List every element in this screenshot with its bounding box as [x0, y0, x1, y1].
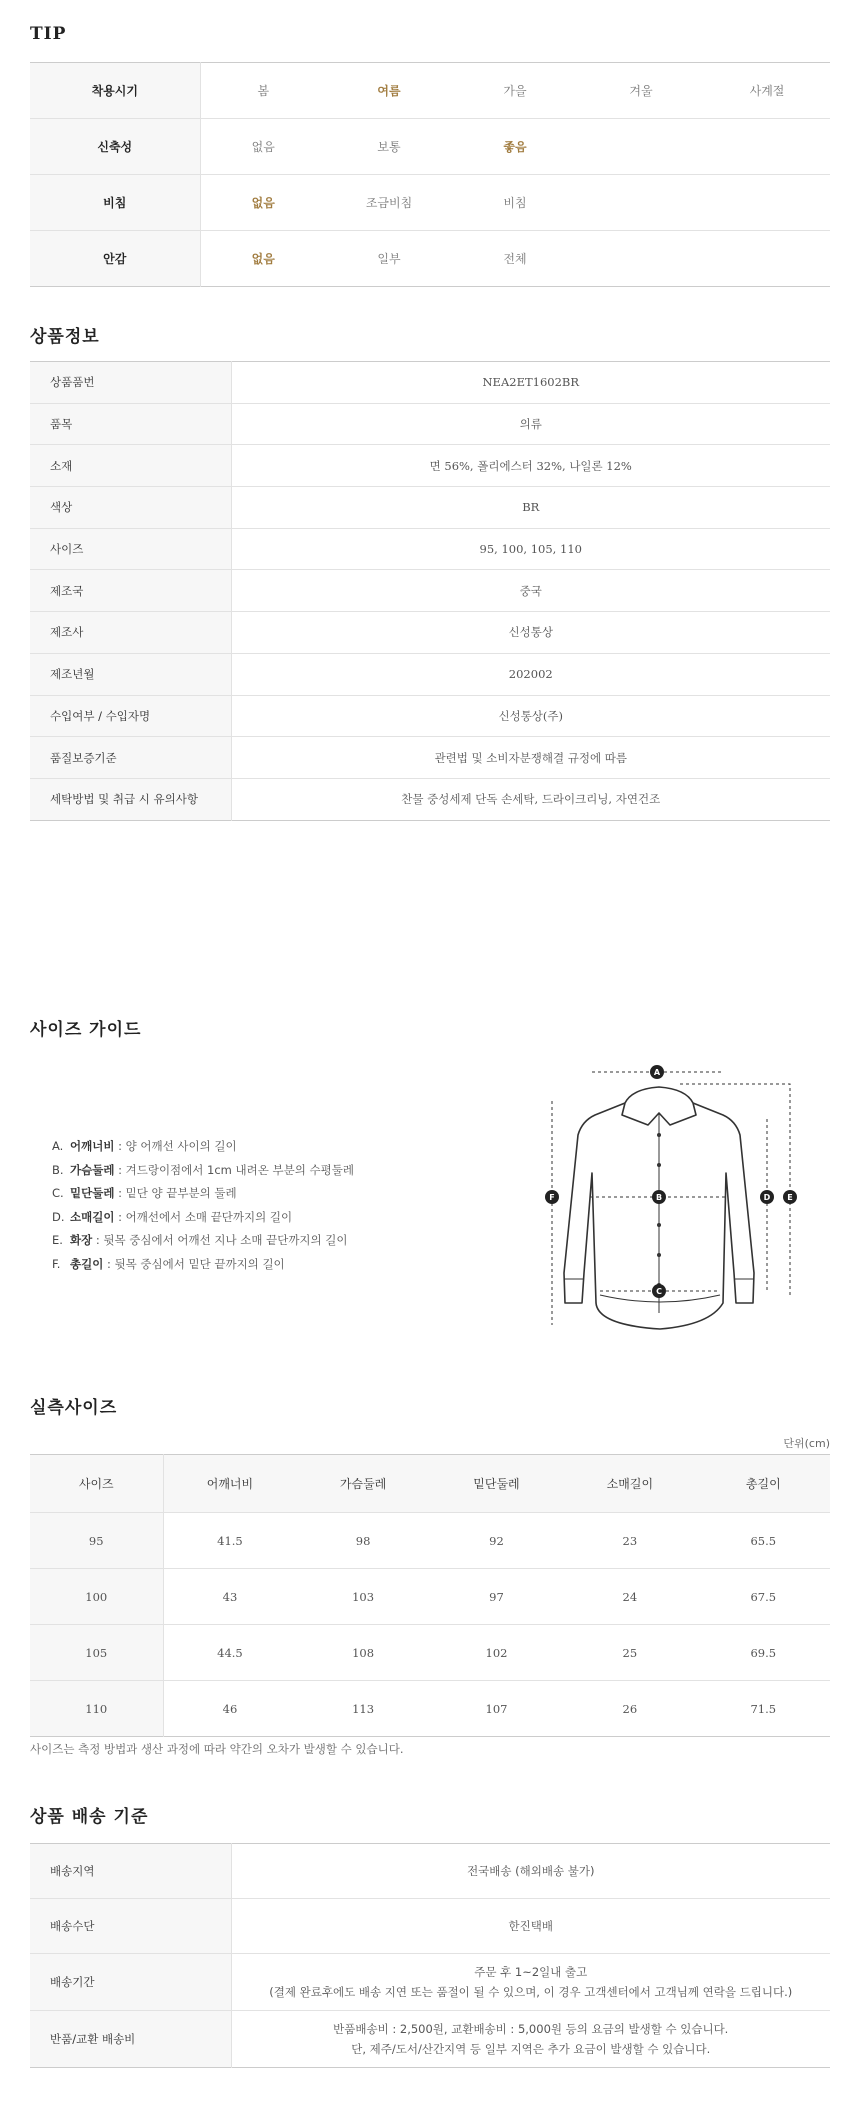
svg-text:E: E [787, 1193, 793, 1202]
tip-option: 좋음 [452, 119, 578, 175]
size-row [30, 1681, 830, 1737]
info-row [30, 612, 830, 654]
size-cell: 23 [563, 1513, 696, 1569]
info-label: 품질보증기준 [30, 737, 231, 779]
size-cell: 97 [430, 1569, 563, 1625]
measure-line-e [680, 1084, 793, 1298]
tip-row-label: 신축성 [30, 119, 200, 175]
size-guide-desc: : 뒷목 중심에서 어깨선 지나 소매 끝단까지의 길이 [92, 1233, 348, 1247]
shipping-value-line: 단, 제주/도서/산간지역 등 일부 지역은 추가 요금이 발생할 수 있습니다. [351, 2042, 711, 2056]
size-guide-term: 총길이 [70, 1256, 104, 1271]
size-guide-item [52, 1253, 452, 1277]
size-cell: 26 [622, 1701, 638, 1716]
measured-size-title: 실측사이즈 [30, 1398, 118, 1418]
shipping-title: 상품 배송 기준 [30, 1807, 149, 1827]
svg-text:B: B [655, 1193, 663, 1202]
marker-a [650, 1065, 664, 1079]
info-row [30, 403, 830, 445]
info-label: 사이즈 [30, 528, 231, 570]
size-cell: 41.5 [163, 1513, 296, 1569]
tip-option: 봄 [200, 63, 326, 119]
tip-option [578, 119, 704, 175]
size-row [30, 1569, 830, 1625]
tip-row [30, 63, 830, 119]
tip-section [30, 62, 830, 287]
size-cell: 67.5 [697, 1569, 830, 1625]
size-cell: 25 [563, 1625, 696, 1681]
tip-option [578, 231, 704, 287]
size-guide-letter: D. [52, 1209, 65, 1224]
info-row [30, 362, 830, 404]
size-guide-term: 화장 [70, 1233, 93, 1247]
size-guide-letter: E. [52, 1233, 63, 1247]
shipping-value [231, 1954, 830, 2011]
tip-option [578, 175, 704, 231]
tip-option: 비침 [452, 175, 578, 231]
size-cell: 44.5 [163, 1625, 296, 1681]
info-row [30, 445, 830, 487]
tip-option: 없음 [200, 119, 326, 175]
tip-option: 여름 [326, 63, 452, 119]
svg-text:C: C [656, 1287, 662, 1296]
shipping-value-line: 전국배송 (해외배송 불가) [467, 1864, 595, 1878]
info-row [30, 737, 830, 779]
size-guide-desc: : 겨드랑이점에서 1cm 내려온 부분의 수평둘레 [114, 1162, 354, 1177]
size-guide-item [52, 1229, 452, 1253]
marker-d [760, 1190, 774, 1204]
size-guide-letter: A. [52, 1139, 64, 1153]
size-guide-list [52, 1135, 452, 1276]
shipping-table [30, 1843, 830, 2068]
info-value: 95, 100, 105, 110 [231, 528, 830, 570]
size-cell: 113 [352, 1701, 375, 1716]
tip-option: 일부 [377, 252, 401, 266]
shipping-value [231, 1844, 830, 1899]
info-value: 의류 [231, 403, 830, 445]
info-value: BR [231, 487, 830, 529]
info-value: NEA2ET1602BR [231, 362, 830, 404]
info-label: 세탁방법 및 취급 시 유의사항 [30, 778, 231, 820]
size-guide-desc: : 뒷목 중심에서 밑단 끝까지의 길이 [103, 1256, 285, 1271]
info-value: 면 56%, 폴리에스터 32%, 나일론 12% [231, 445, 830, 487]
shirt-measurement-diagram [520, 1063, 815, 1343]
size-guide-letter: B. [52, 1162, 64, 1177]
tip-table [30, 62, 830, 287]
size-guide-item [52, 1206, 452, 1230]
size-header: 가슴둘레 [296, 1455, 429, 1513]
unit-label: 단위(cm) [783, 1437, 830, 1450]
marker-e [783, 1190, 797, 1204]
size-guide-item [52, 1182, 452, 1206]
shipping-row [30, 1954, 830, 2011]
size-guide-term: 가슴둘레 [70, 1162, 115, 1177]
shipping-value-line: 한진택배 [508, 1919, 553, 1933]
size-guide-term: 어깨너비 [70, 1139, 115, 1153]
info-row [30, 487, 830, 529]
svg-text:F: F [549, 1193, 555, 1202]
info-value: 관련법 및 소비자분쟁해결 규정에 따름 [231, 737, 830, 779]
tip-option [704, 231, 830, 287]
size-guide-term: 소매길이 [70, 1209, 115, 1224]
tip-option: 없음 [200, 175, 326, 231]
shipping-row [30, 1899, 830, 1954]
marker-c [652, 1284, 666, 1298]
tip-option: 가을 [452, 63, 578, 119]
info-value: 찬물 중성세제 단독 손세탁, 드라이크리닝, 자연건조 [401, 792, 661, 807]
info-label: 제조사 [30, 612, 231, 654]
info-label: 상품품번 [30, 362, 231, 404]
size-row [30, 1625, 830, 1681]
size-note: 사이즈는 측정 방법과 생산 과정에 따라 약간의 오차가 발생할 수 있습니다. [30, 1742, 404, 1756]
size-cell: 24 [563, 1569, 696, 1625]
size-guide-term: 밑단둘레 [70, 1186, 115, 1200]
size-guide-item [52, 1159, 452, 1183]
size-guide-letter: F. [52, 1256, 61, 1271]
size-cell: 98 [296, 1513, 429, 1569]
info-label: 제조년월 [30, 653, 231, 695]
size-guide-desc: : 밑단 양 끝부분의 둘레 [114, 1186, 237, 1200]
shipping-value [231, 1899, 830, 1954]
size-guide-title: 사이즈 가이드 [30, 1020, 142, 1040]
size-guide-letter: C. [52, 1186, 64, 1200]
info-value: 202002 [231, 653, 830, 695]
tip-option: 사계절 [704, 63, 830, 119]
tip-option [704, 119, 830, 175]
size-header: 총길이 [697, 1455, 830, 1513]
marker-b [652, 1190, 666, 1204]
measured-size-section [30, 1454, 830, 1737]
size-guide-desc: : 양 어깨선 사이의 길이 [114, 1139, 237, 1153]
product-info-title: 상품정보 [30, 327, 100, 347]
size-cell: 95 [30, 1513, 163, 1569]
tip-option: 조금비침 [326, 175, 452, 231]
info-label: 수입여부 / 수입자명 [30, 695, 231, 737]
size-header: 소매길이 [563, 1455, 696, 1513]
size-cell: 103 [296, 1569, 429, 1625]
shipping-label: 반품/교환 배송비 [30, 2011, 231, 2068]
info-row [30, 778, 830, 820]
size-cell: 65.5 [697, 1513, 830, 1569]
size-cell: 71.5 [750, 1701, 777, 1716]
marker-f [545, 1190, 559, 1204]
svg-text:A: A [653, 1068, 661, 1077]
size-cell: 46 [222, 1701, 238, 1716]
shipping-value-line: (결제 완료후에도 배송 지연 또는 품절이 될 수 있으며, 이 경우 고객센터에서 고객님께 연락을 드립니다.) [269, 1985, 793, 1999]
size-cell: 92 [430, 1513, 563, 1569]
size-header: 밑단둘레 [430, 1455, 563, 1513]
info-value: 중국 [231, 570, 830, 612]
info-row [30, 695, 830, 737]
size-guide-item [52, 1135, 452, 1159]
size-header: 어깨너비 [163, 1455, 296, 1513]
info-label: 색상 [30, 487, 231, 529]
shipping-label: 배송수단 [30, 1899, 231, 1954]
tip-option: 보통 [326, 119, 452, 175]
size-cell: 43 [163, 1569, 296, 1625]
tip-option: 없음 [251, 252, 275, 266]
tip-row-label: 비침 [30, 175, 200, 231]
shipping-section [30, 1843, 830, 2068]
shipping-row [30, 1844, 830, 1899]
product-info-table [30, 361, 830, 821]
shipping-label: 배송지역 [30, 1844, 231, 1899]
shipping-label: 배송기간 [30, 1954, 231, 2011]
info-label: 품목 [30, 403, 231, 445]
tip-row-label: 착용시기 [30, 63, 200, 119]
shipping-row [30, 2011, 830, 2068]
info-label: 소재 [30, 445, 231, 487]
size-cell: 107 [485, 1701, 508, 1716]
size-cell: 108 [296, 1625, 429, 1681]
size-cell: 102 [430, 1625, 563, 1681]
tip-title: TIP [30, 24, 67, 44]
info-value: 신성통상(주) [231, 695, 830, 737]
shipping-value-line: 반품배송비 : 2,500원, 교환배송비 : 5,000원 등의 요금의 발생할 수 있습니다. [333, 2022, 729, 2036]
svg-text:D: D [763, 1193, 771, 1202]
info-row [30, 528, 830, 570]
size-guide-desc: : 어깨선에서 소매 끝단까지의 길이 [114, 1209, 293, 1224]
info-value: 신성통상 [231, 612, 830, 654]
size-header: 사이즈 [30, 1455, 163, 1513]
product-info-section [30, 361, 830, 821]
size-row [30, 1513, 830, 1569]
shipping-value [231, 2011, 830, 2068]
size-cell: 69.5 [697, 1625, 830, 1681]
tip-row [30, 119, 830, 175]
tip-option: 겨울 [578, 63, 704, 119]
size-cell: 100 [30, 1569, 163, 1625]
tip-row [30, 175, 830, 231]
tip-row [30, 231, 830, 287]
info-row [30, 653, 830, 695]
info-row [30, 570, 830, 612]
tip-row-label: 안감 [30, 231, 200, 287]
shipping-value-line: 주문 후 1~2일내 출고 [474, 1965, 588, 1979]
tip-option [704, 175, 830, 231]
tip-option: 전체 [503, 252, 527, 266]
size-cell: 110 [30, 1681, 163, 1737]
info-label: 제조국 [30, 570, 231, 612]
measured-size-table [30, 1454, 830, 1737]
size-cell: 105 [30, 1625, 163, 1681]
